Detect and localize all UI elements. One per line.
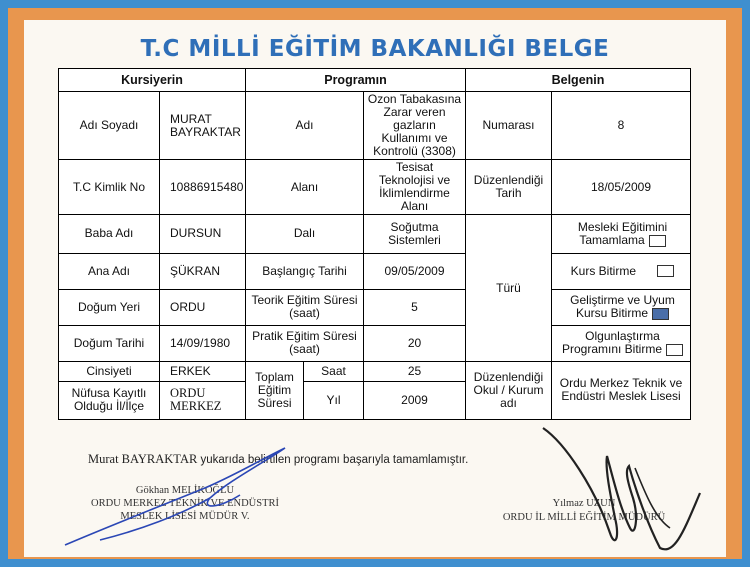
value-ana: ŞÜKRAN <box>160 253 246 289</box>
value-dali: Soğutma Sistemleri <box>364 215 466 253</box>
label-okul: Düzenlendiği Okul / Kurum adı <box>466 361 552 419</box>
label-duzenlendigi-tarih: Düzenlendiği Tarih <box>466 160 552 215</box>
label-alani: Alanı <box>246 160 364 215</box>
label-turu: Türü <box>466 215 552 361</box>
completion-statement <box>88 452 468 467</box>
label-dali: Dalı <box>246 215 364 253</box>
statement-name: Murat BAYRAKTAR <box>88 452 198 466</box>
label-yil: Yıl <box>304 381 364 419</box>
label-program-adi: Adı <box>246 92 364 160</box>
certificate-table <box>58 68 691 420</box>
value-dogum-tarihi: 14/09/1980 <box>160 325 246 361</box>
value-tc: 10886915480 <box>160 160 246 215</box>
value-dogum-yeri: ORDU <box>160 289 246 325</box>
signature-block-right <box>484 497 684 525</box>
value-pratik: 20 <box>364 325 466 361</box>
label-dogum-yeri: Doğum Yeri <box>59 289 160 325</box>
label-baslangic: Başlangıç Tarihi <box>246 253 364 289</box>
turu-option <box>552 325 691 361</box>
signer-title-left-2: MESLEK LİSESİ MÜDÜR V. <box>120 511 250 522</box>
turu-option-label: Kurs Bitirme <box>570 263 636 278</box>
checkbox-icon <box>657 265 674 277</box>
label-baba: Baba Adı <box>59 215 160 253</box>
signer-name-left: Gökhan MELİKOĞLU <box>135 485 235 496</box>
value-teorik: 5 <box>364 289 466 325</box>
label-adi-soyadi: Adı Soyadı <box>59 92 160 160</box>
label-ana: Ana Adı <box>59 253 160 289</box>
header-belgenin: Belgenin <box>466 69 691 92</box>
turu-option-label: Olgunlaştırma Programını Bitirme <box>561 329 663 357</box>
label-tc: T.C Kimlik No <box>59 160 160 215</box>
checkbox-icon <box>649 235 666 247</box>
value-adi-soyadi: MURAT BAYRAKTAR <box>160 92 246 160</box>
signer-name-right: Yılmaz UZUN <box>552 498 616 509</box>
label-nufus: Nüfusa Kayıtlı Olduğu İl/İlçe <box>59 381 160 419</box>
value-duzenlendigi-tarih: 18/05/2009 <box>552 160 691 215</box>
signer-title-left-1: ORDU MERKEZ TEKNİK VE ENDÜSTRİ <box>90 498 280 509</box>
turu-option <box>552 289 691 325</box>
label-dogum-tarihi: Doğum Tarihi <box>59 325 160 361</box>
statement-text: yukarıda belirtilen programı başarıyla tamamlamıştır. <box>200 454 469 466</box>
label-toplam: Toplam Eğitim Süresi <box>246 361 304 419</box>
turu-option-label: Mesleki Eğitimini Tamamlama <box>577 219 668 247</box>
signer-title-right: ORDU İL MİLLİ EĞİTİM MÜDÜRÜ <box>502 512 666 523</box>
value-yil: 2009 <box>364 381 466 419</box>
header-programin: Programın <box>246 69 466 92</box>
label-teorik: Teorik Eğitim Süresi (saat) <box>246 289 364 325</box>
turu-option <box>552 253 691 289</box>
value-cinsiyet: ERKEK <box>160 361 246 381</box>
value-okul: Ordu Merkez Teknik ve Endüstri Meslek Lisesi <box>552 361 691 419</box>
label-saat: Saat <box>304 361 364 381</box>
value-nufus: ORDU MERKEZ <box>160 381 246 419</box>
signature-block-left <box>70 484 300 523</box>
header-kursiyerin: Kursiyerin <box>59 69 246 92</box>
turu-option-label: Geliştirme ve Uyum Kursu Bitirme <box>570 293 675 321</box>
label-pratik: Pratik Eğitim Süresi (saat) <box>246 325 364 361</box>
value-numara: 8 <box>552 92 691 160</box>
checkbox-checked-icon <box>652 308 669 320</box>
value-baba: DURSUN <box>160 215 246 253</box>
turu-option <box>552 215 691 253</box>
value-program-adi: Ozon Tabakasına Zarar veren gazların Kullanımı ve Kontrolü (3308) <box>364 92 466 160</box>
value-alani: Tesisat Teknolojisi ve İklimlendirme Alanı <box>364 160 466 215</box>
value-saat: 25 <box>364 361 466 381</box>
label-numara: Numarası <box>466 92 552 160</box>
label-cinsiyet: Cinsiyeti <box>59 361 160 381</box>
certificate-title: T.C MİLLİ EĞİTİM BAKANLIĞI BELGE <box>140 36 610 62</box>
checkbox-icon <box>666 344 683 356</box>
value-baslangic: 09/05/2009 <box>364 253 466 289</box>
